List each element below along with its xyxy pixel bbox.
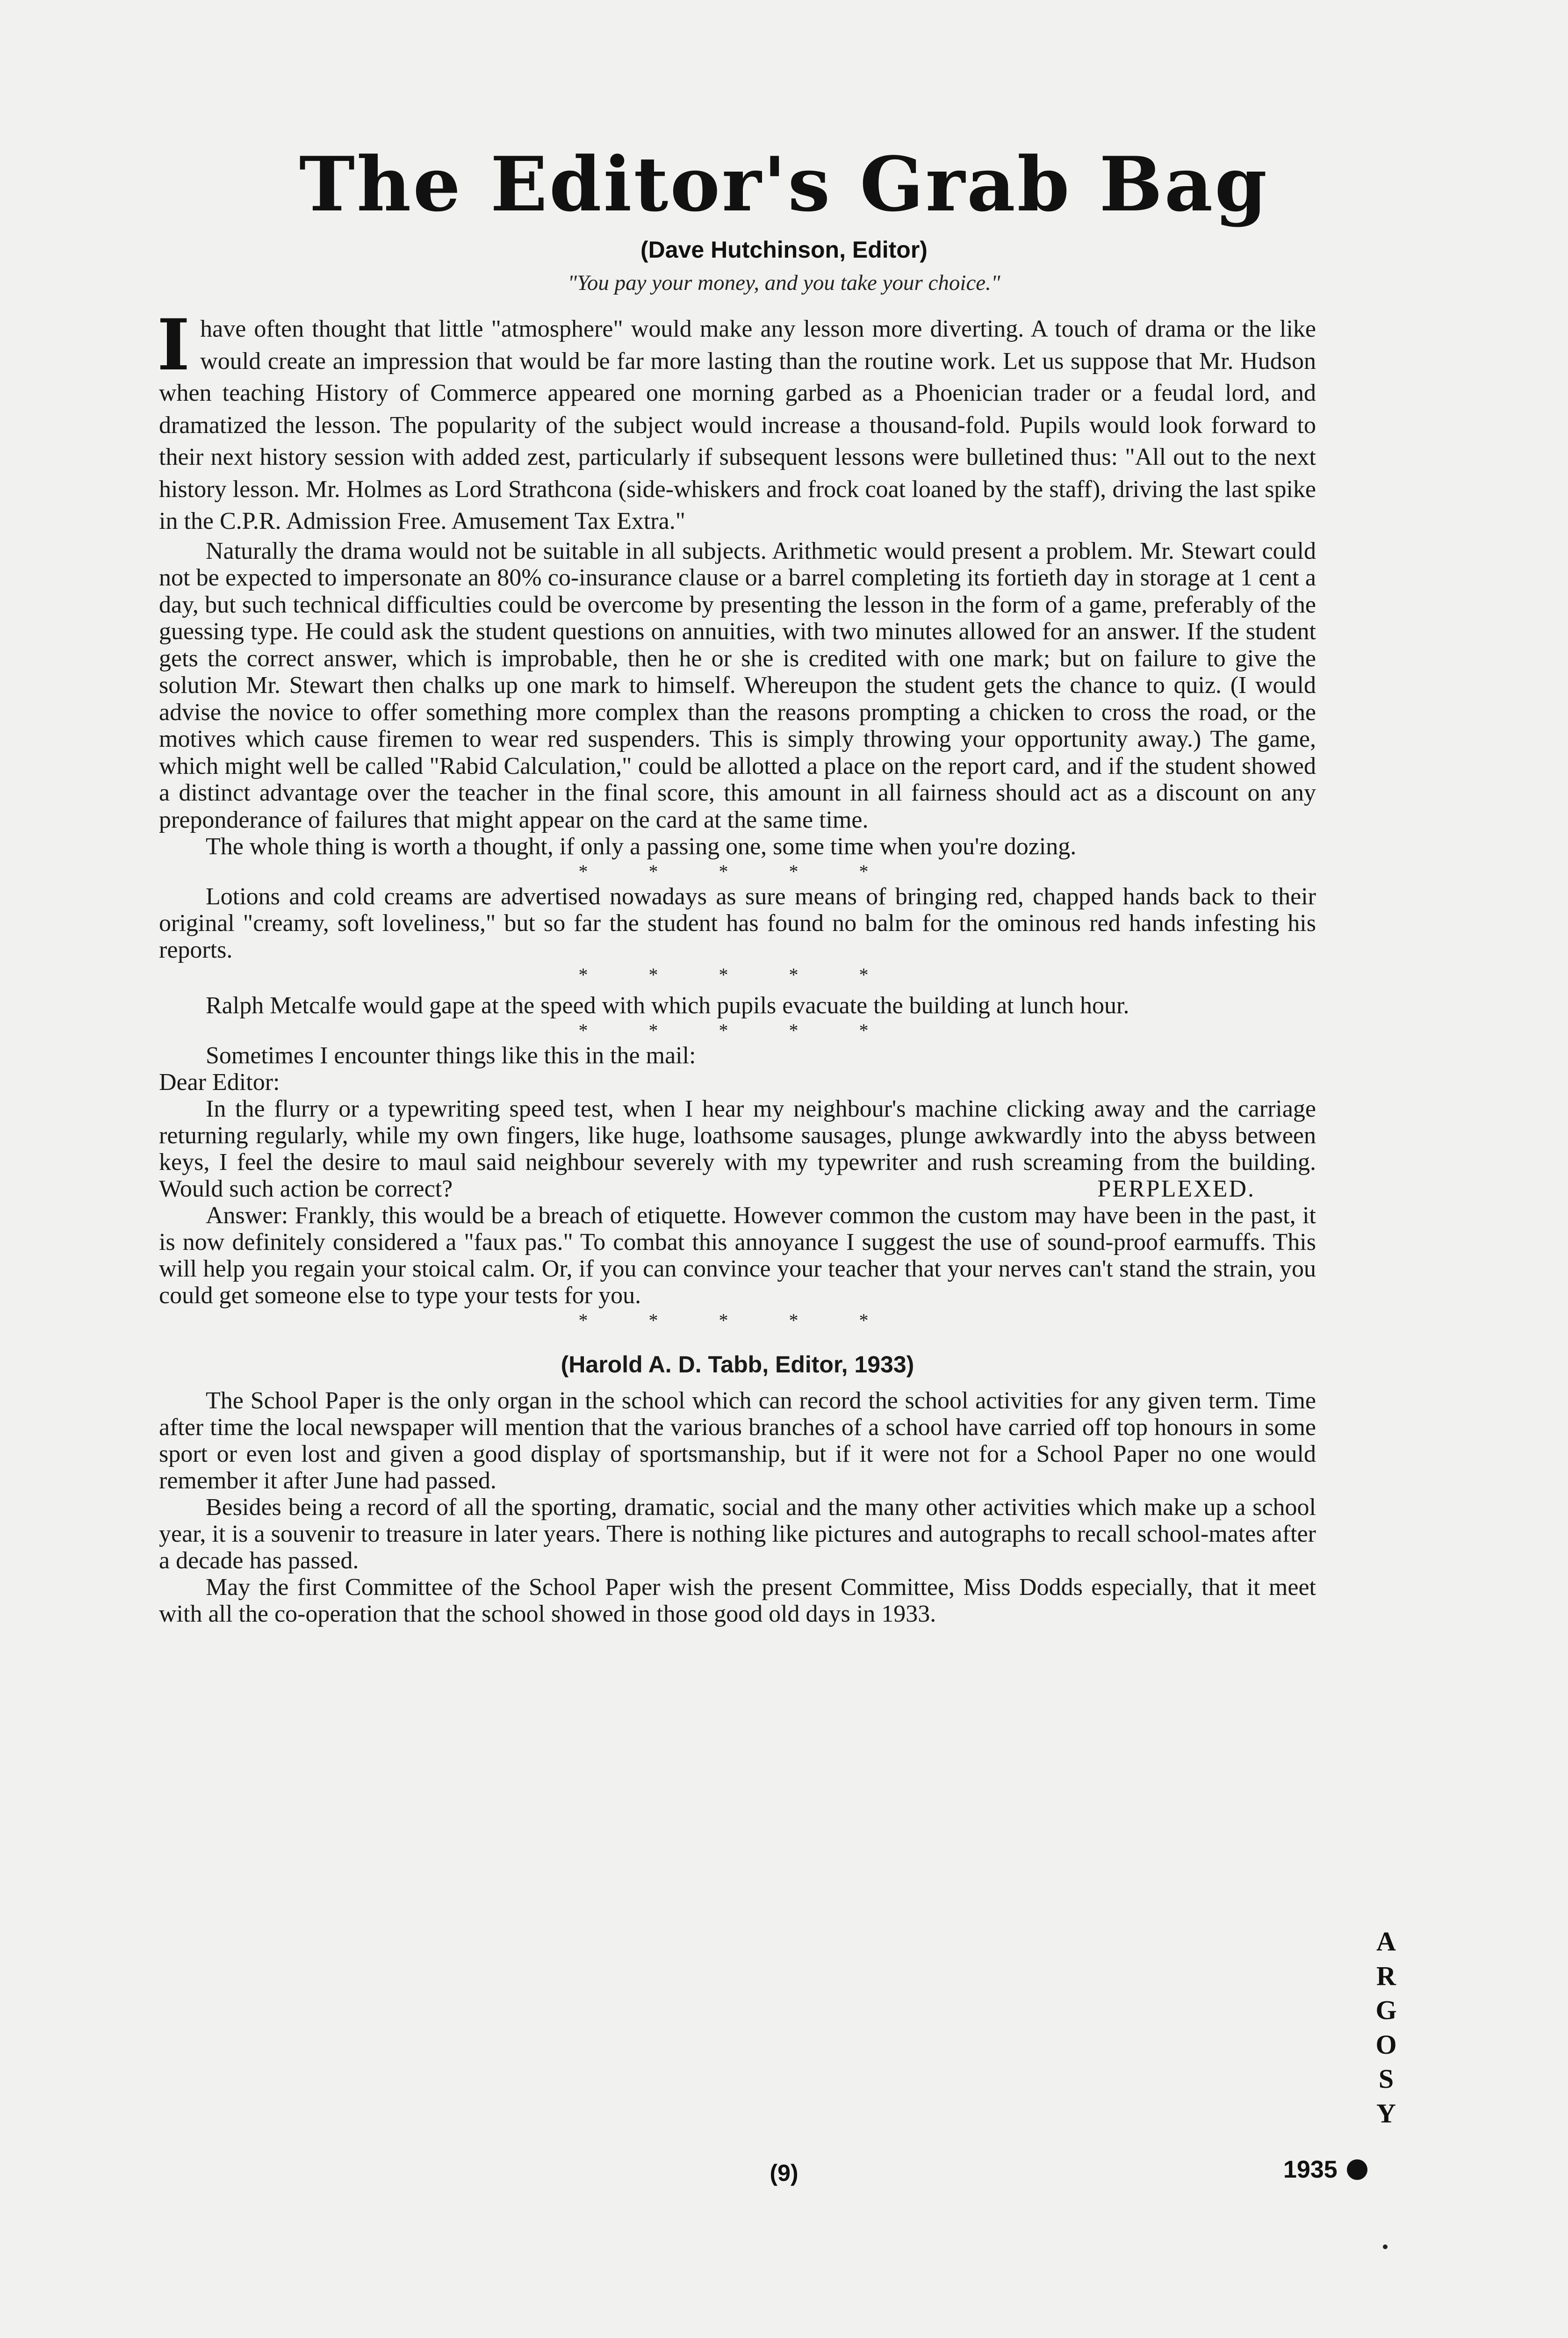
page-number: (9) [770,2160,798,2186]
essay-paragraph [157,304,1316,538]
bullet-dot-icon [1347,2159,1367,2180]
lotions-paragraph: Lotions and cold creams are advertised nowadays as sure means of bringing red, chapped hands back to their original "creamy, soft loveliness," but so far the student has found no balm for the ominous red hands infesting his reports. [159,883,1316,963]
editor-byline: (Dave Hutchinson, Editor) [640,237,928,263]
mail-intro: Sometimes I encounter things like this in the mail: [206,1042,696,1069]
school-paper-paragraph: The School Paper is the only organ in the school which can record the school activities for any given term. Time after time the local newspaper will mention that the various branches of a school have carried off top honours in some sport or even lost and given a good display of sportsmanship, but if it were not for a School Paper no one would remember it after June had passed. [159,1387,1316,1494]
section-separator: * * * * * [578,1020,897,1041]
school-paper-paragraph: Besides being a record of all the sporting, dramatic, social and the many other activities which make up a school year, it is a souvenir to treasure in later years. There is nothing like pictures and autographs to recall school-mates after a decade has passed. [159,1494,1316,1574]
motto: "You pay your money, and you take your choice." [568,271,1000,295]
letter-body [159,1096,1316,1202]
year-mark [1283,2156,1367,2184]
essay-paragraph: Naturally the drama would not be suitable in all subjects. Arithmetic would present a problem. Mr. Stewart could not be expected to impersonate an 80% co-insurance clause or a barrel completing its fortieth day in storage at 1 cent a day, but such technical difficulties could be overcome by presenting the lesson in the form of a game, preferably of the guessing type. He could ask the student questions on annuities, with two minutes allowed for an answer. If the student gets the correct answer, which is improbable, then he or she is credited with one mark; but on failure to give the solution Mr. Stewart then chalks up one mark to himself. Whereupon the student gets the chance to quiz. (I would advise the novice to offer something more complex than the reasons prompting a chicken to cross the road, or the motives which cause firemen to wear red suspenders. This is simply throwing your opportunity away.) The game, which might well be called "Rabid Calculation," could be allotted a place on the report card, and if the student showed a distinct advantage over the teacher in the final score, this amount in all fairness should act as a discount on any preponderance of failures that might appear on the card at the same time. [159,537,1316,833]
letter-body-text: In the flurry or a typewriting speed test, when I hear my neighbour's machine clicking away and the carriage returning regularly, while my own fingers, like huge, loathsome sausages, plunge awkwardly into the abyss between keys, I feel the desire to maul said neighbour severely with my typewriter and rush screaming from the building. Would such action be correct? [159,1096,1316,1202]
section-separator: * * * * * [578,1310,897,1331]
argosy-letter: Y [1376,2098,1396,2129]
small-dot-icon [1383,2244,1388,2249]
section-separator: * * * * * [578,964,897,985]
page-title: The Editor's Grab Bag [299,140,1269,228]
argosy-letter: A [1376,1926,1396,1956]
essay-paragraph-text: have often thought that little "atmosphere" would make any lesson more diverting. A touch of drama or the like would create an impression that would be far more lasting than the routine work. Let us suppose that Mr. Hudson when teaching History of Commerce appeared one morning garbed as a Phoenician trader or a feudal lord, and dramatized the lesson. The popularity of the subject would increase a thousand-fold. Pupils would look forward to their next history session with added zest, particularly if subsequent lessons were bulletined thus: "All out to the next history lesson. Mr. Holmes as Lord Strathcona (side-whiskers and frock coat loaned by the staff), driving the last spike in the C.P.R. Admission Free. Amusement Tax Extra." [159,316,1316,534]
former-editor-byline: (Harold A. D. Tabb, Editor, 1933) [561,1351,914,1378]
argosy-letter: G [1375,1995,1397,2025]
drop-cap: I [157,304,190,386]
school-paper-paragraph: May the first Committee of the School Paper wish the present Committee, Miss Dodds especially, that it meet with all the co-operation that the school showed in those good old days in 1933. [159,1574,1316,1627]
section-separator: * * * * * [578,861,897,882]
argosy-letter: S [1378,2064,1394,2094]
answer-paragraph: Answer: Frankly, this would be a breach of etiquette. However common the custom may have been in the past, it is now definitely considered a "faux pas." To combat this annoyance I suggest the use of sound-proof earmuffs. This will help you regain your stoical calm. Or, if you can convince your teacher that your nerves can't stand the strain, you could get someone else to type your tests for you. [159,1202,1316,1309]
year-label: 1935 [1283,2156,1338,2183]
letter-salutation: Dear Editor: [159,1069,280,1096]
metcalfe-paragraph: Ralph Metcalfe would gape at the speed with which pupils evacuate the building at lunch hour. [206,992,1129,1019]
argosy-letter: R [1376,1960,1396,1991]
letter-signature: PERPLEXED. [1097,1176,1255,1202]
essay-paragraph: The whole thing is worth a thought, if only a passing one, some time when you're dozing. [206,833,1077,860]
argosy-letter: O [1375,2029,1397,2060]
argosy-vertical-label [1367,1924,1405,2130]
essay-section [157,304,1316,1627]
